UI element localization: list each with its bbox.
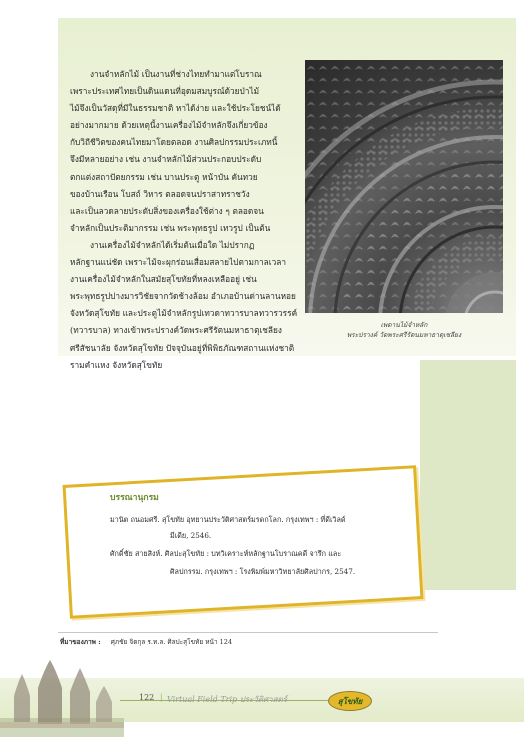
image-source [60, 637, 232, 647]
photo-caption [305, 320, 503, 340]
reference-entry-continued: ศิลปกรรม. กรุงเทพฯ : โรงพิมพ์มหาวิทยาลัยศิลปากร, 2547. [170, 567, 356, 576]
series-title: Virtual Field Trip ประวัติศาสตร์ [167, 695, 288, 704]
body-line: งานเครื่องไม้จำหลักในสมัยสุโขทัยที่หลงเหลืออยู่ เช่น [70, 274, 257, 285]
reference-entry-continued: มีเดีย, 2546. [170, 531, 212, 540]
body-line: ไม้จึงเป็นวัสดุที่มีในธรรมชาติ หาได้ง่าย และใช้ประโยชน์ได้ [70, 103, 281, 114]
body-line: เพราะประเทศไทยเป็นดินแดนที่อุดมสมบูรณ์ด้วยป่าไม้ [70, 86, 260, 97]
source-text: ศุภชัย จิตกุล ร.ท.ล. ศิลปะสุโขทัย หน้า 124 [110, 638, 233, 646]
body-line: ของบ้านเรือน โบสถ์ วิหาร ตลอดจนปราสาทราชวัง [70, 188, 250, 199]
source-label: ที่มาของภาพ : [60, 638, 101, 646]
body-line: จำหลักเป็นประติมากรรม เช่น พระพุทธรูป เทวรูป เป็นต้น [70, 222, 271, 233]
body-line: อย่างมากมาย ด้วยเหตุนี้งานเครื่องไม้จำหลักจึงเกี่ยวข้อง [70, 120, 268, 131]
body-line: จึงมีหลายอย่าง เช่น งานจำหลักไม้ส่วนประกอบประดับ [70, 154, 262, 165]
body-line: พระพุทธรูปปางมารวิชัยจากวัดช้างล้อม อำเภอบ้านด่านลานหอย [70, 291, 296, 302]
body-line: หลักฐานแน่ชัด เพราะไม้จะผุกร่อนเสื่อมสลายไปตามกาลเวลา [70, 257, 286, 268]
caption-line: เพดานไม้จำหลัก [380, 321, 428, 329]
caption-line: พระปรางค์ วัดพระศรีรัตนมหาธาตุเชลียง [346, 331, 462, 339]
footer-separator: | [159, 693, 163, 702]
temple-ruins-illustration [0, 652, 124, 737]
body-line: จังหวัดสุโขทัย และประตูไม้จำหลักรูปเทวดาทวารบาลทวารวรรค์ [70, 308, 298, 319]
page-number: 122 | [139, 693, 163, 702]
green-side-tab [420, 360, 516, 590]
reference-entry: ศักดิ์ชัย สายสิงห์. ศิลปะสุโขทัย : บทวิเคราะห์หลักฐานโบราณคดี จารึก และ [110, 549, 342, 558]
body-line: (ทวารบาล) ทางเข้าพระปรางค์วัดพระศรีรัตนมหาธาตุเชลียง [70, 325, 282, 336]
bibliography-title: บรรณานุกรม [110, 493, 159, 503]
body-line: กับวิถีชีวิตของคนไทยมาโดยตลอด งานศิลปกรรมประเภทนี้ [70, 137, 278, 148]
reference-entry: มานิต ถนอมศรี. สุโขทัย อุทยานประวัติศาสตร์มรดกโลก. กรุงเทพฯ : ที่ดีเวิลด์ [110, 515, 346, 524]
body-line: ตกแต่งสถาปัตยกรรม เช่น บานประตู หน้าบัน คันทวย [70, 171, 258, 182]
divider [58, 632, 438, 633]
carving-pattern [305, 60, 503, 313]
body-line: งานเครื่องไม้จำหลักได้เริ่มต้นเมื่อใด ไม่ปรากฏ [90, 239, 255, 250]
sukhothai-logo: สุโขทัย [328, 691, 372, 711]
body-line: งานจำหลักไม้ เป็นงานที่ช่างไทยทำมาแต่โบราณ [90, 69, 262, 79]
article-body [70, 66, 302, 374]
body-line: ศรีสัชนาลัย จังหวัดสุโขทัย ปัจจุบันอยู่ที่พิพิธภัณฑสถานแห่งชาติ [70, 342, 295, 353]
bibliography-box [70, 482, 410, 600]
carved-wooden-ceiling-photo [305, 60, 503, 313]
body-line: และเป็นลวดลายประดับสิ่งของเครื่องใช้ต่าง ๆ ตลอดจน [70, 205, 264, 216]
body-line: รามคำแหง จังหวัดสุโขทัย [70, 359, 163, 370]
